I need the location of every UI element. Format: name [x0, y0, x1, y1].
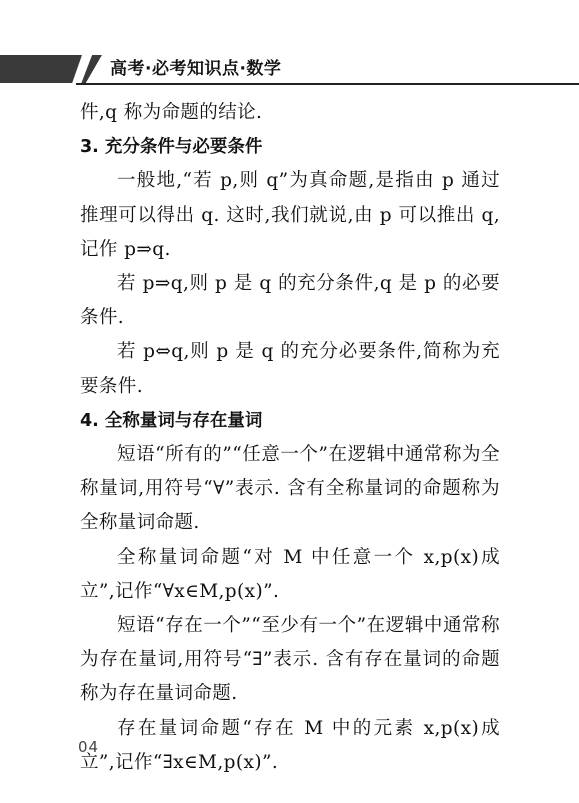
page-number: 04	[78, 738, 100, 756]
header-tab-decoration	[0, 55, 82, 83]
paragraph-existential-notation: 存在量词命题“存在 M 中的元素 x,p(x)成立”,记作“∃x∈M,p(x)”.	[80, 717, 500, 773]
paragraph-sufficient-necessary: 若 p⇒q,则 p 是 q 的充分条件,q 是 p 的必要条件.	[80, 273, 500, 329]
page-body	[80, 96, 500, 780]
paragraph-universal-quantifier: 短语“所有的”“任意一个”在逻辑中通常称为全称量词,用符号“∀”表示. 含有全称量词的命题称为全称量词命题.	[80, 444, 500, 534]
paragraph-existential-quantifier: 短语“存在一个”“至少有一个”在逻辑中通常称为存在量词,用符号“∃”表示. 含有存在量词的命题称为存在量词命题.	[80, 615, 500, 705]
paragraph-continuation: 件,q 称为命题的结论.	[80, 102, 263, 123]
header-rule	[76, 83, 579, 85]
running-header-title: 高考·必考知识点·数学	[110, 59, 282, 79]
paragraph-iff: 若 p⇔q,则 p 是 q 的充分必要条件,简称为充要条件.	[80, 341, 500, 397]
section-heading-3: 3. 充分条件与必要条件	[80, 137, 263, 158]
paragraph-universal-notation: 全称量词命题“对 M 中任意一个 x,p(x)成立”,记作“∀x∈M,p(x)”.	[80, 546, 500, 602]
paragraph-sufficient-definition: 一般地,“若 p,则 q”为真命题,是指由 p 通过推理可以得出 q. 这时,我们就说,由 p 可以推出 q,记作 p⇒q.	[80, 170, 500, 260]
section-heading-4: 4. 全称量词与存在量词	[80, 410, 263, 431]
